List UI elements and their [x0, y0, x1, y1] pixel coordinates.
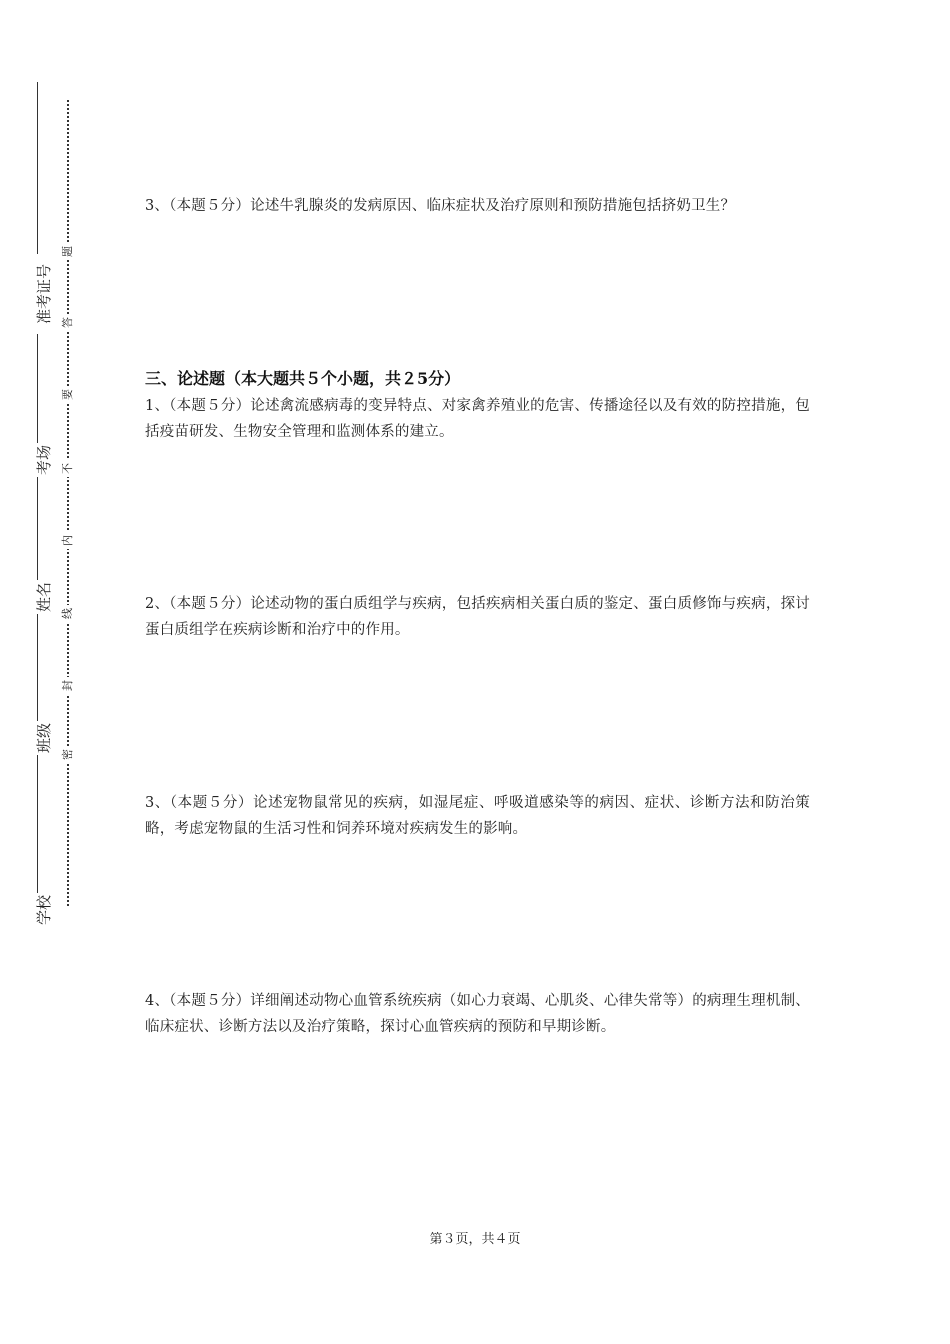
section-title: 三、论述题（本大题共５个小题，共２5分） — [145, 369, 461, 388]
page-footer: 第３页，共４页 — [429, 1232, 521, 1247]
exam-room-label: 考场 — [27, 443, 47, 477]
essay-question-1: 1、（本题５分）论述禽流感病毒的变异特点、对家禽养殖业的危害、传播途径以及有效的防控措施，包括疫苗研发、生物安全管理和监测体系的建立。 — [145, 398, 810, 440]
seal-char: 密 — [59, 746, 76, 763]
binding-dotted-line — [67, 100, 69, 906]
seal-char: 不 — [59, 460, 76, 477]
student-name-label: 姓名 — [27, 580, 47, 614]
seal-char: 内 — [59, 532, 76, 549]
seal-char: 答 — [59, 314, 76, 331]
class-label: 班级 — [27, 721, 47, 755]
essay-question-3: 3、（本题５分）论述宠物鼠常见的疾病，如湿尾症、呼吸道感染等的病因、症状、诊断方法和防治策略，考虑宠物鼠的生活习性和饲养环境对疾病发生的影响。 — [145, 795, 810, 837]
prev-question-3: 3、（本题５分）论述牛乳腺炎的发病原因、临床症状及治疗原则和预防措施包括挤奶卫生？ — [145, 198, 736, 214]
seal-char: 要 — [59, 386, 76, 403]
school-label: 学校 — [27, 893, 47, 927]
essay-question-2: 2、（本题５分）论述动物的蛋白质组学与疾病，包括疾病相关蛋白质的鉴定、蛋白质修饰与疾病，探讨蛋白质组学在疾病诊断和治疗中的作用。 — [145, 596, 810, 638]
seal-char: 线 — [59, 605, 76, 622]
seal-char: 题 — [59, 243, 76, 260]
essay-question-4: 4、（本题５分）详细阐述动物心血管系统疾病（如心力衰竭、心肌炎、心律失常等）的病理生理机制、临床症状、诊断方法以及治疗策略，探讨心血管疾病的预防和早期诊断。 — [145, 993, 810, 1035]
admission-ticket-label: 准考证号 — [27, 254, 47, 334]
seal-char: 封 — [59, 677, 76, 694]
binding-solid-line — [37, 82, 38, 920]
